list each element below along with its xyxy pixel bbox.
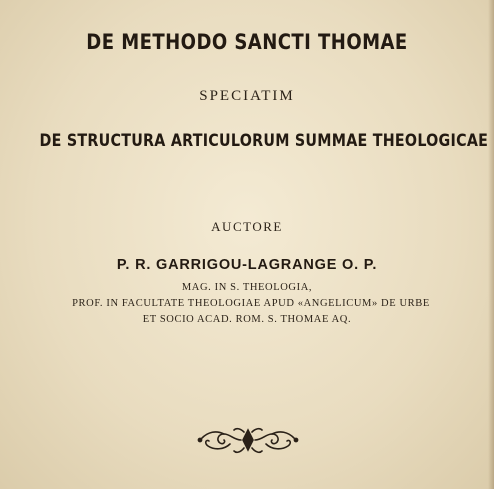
title-connector: SPECIATIM bbox=[199, 88, 295, 104]
author-credential: MAG. IN S. THEOLOGIA, bbox=[181, 282, 313, 293]
book-subtitle: DE STRUCTURA ARTICULORUM SUMMAE THEOLOGICAE bbox=[39, 131, 489, 151]
book-title: DE METHODO SANCTI THOMAE bbox=[86, 30, 408, 54]
author-label: AUCTORE bbox=[211, 219, 283, 234]
author-credential: ET SOCIO ACAD. ROM. S. THOMAE AQ. bbox=[142, 314, 352, 325]
page-edge-shadow bbox=[488, 0, 494, 489]
author-credential: PROF. IN FACULTATE THEOLOGIAE APUD «ANGELICUM» DE URBE bbox=[72, 298, 430, 309]
author-name: P. R. GARRIGOU-LAGRANGE O. P. bbox=[116, 257, 378, 273]
ornament-icon bbox=[194, 424, 302, 458]
